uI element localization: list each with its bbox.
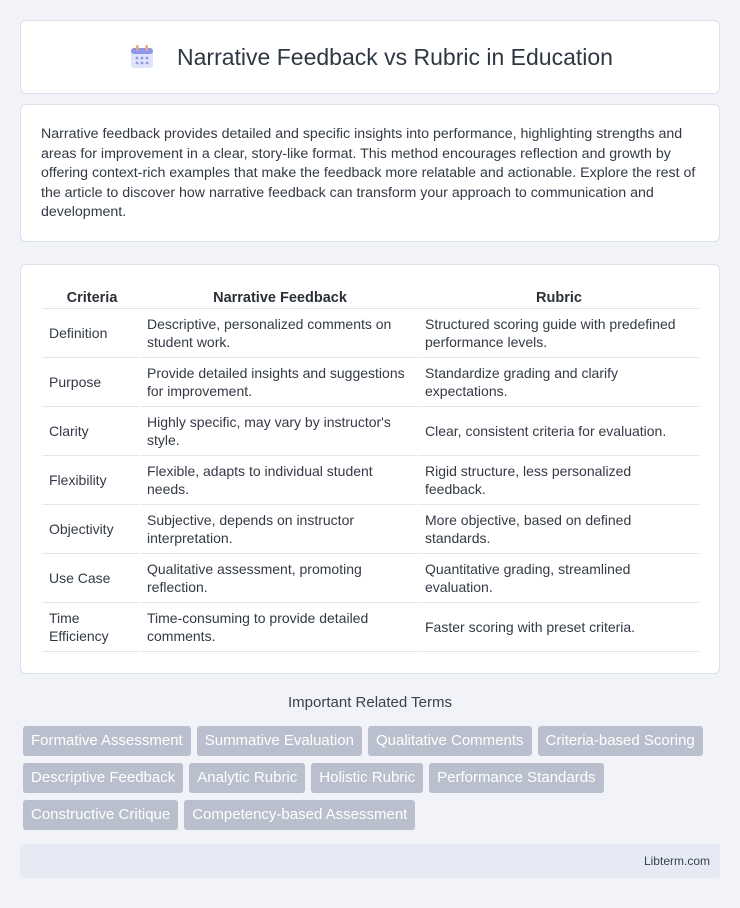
term-tag[interactable]: Formative Assessment (23, 726, 191, 756)
rubric-cell: Clear, consistent criteria for evaluation. (419, 407, 699, 456)
intro-card (20, 104, 720, 242)
table-row (43, 456, 699, 505)
table-row (43, 554, 699, 603)
intro-paragraph: Narrative feedback provides detailed and specific insights into performance, highlighting strengths and areas for improvement in a clear, story-like format. This method encourages reflection and growth by offering context-rich examples that make the feedback more relatable and actionable. Explore the rest of the article to discover how narrative feedback can transform your approach to communication and development. (41, 126, 696, 221)
criteria-cell: Flexibility (43, 456, 141, 505)
narrative-cell: Qualitative assessment, promoting reflection. (141, 554, 419, 603)
footer-brand-link[interactable]: Libterm.com (643, 854, 710, 868)
term-tag[interactable]: Criteria-based Scoring (538, 726, 703, 756)
table-row (43, 603, 699, 652)
narrative-cell: Descriptive, personalized comments on student work. (141, 309, 419, 358)
term-tag[interactable]: Summative Evaluation (197, 726, 362, 756)
table-header-row (43, 285, 699, 309)
rubric-cell: More objective, based on defined standards. (419, 505, 699, 554)
term-tag[interactable]: Qualitative Comments (368, 726, 532, 756)
rubric-cell: Quantitative grading, streamlined evaluation. (419, 554, 699, 603)
criteria-cell: Use Case (43, 554, 141, 603)
page-title: Narrative Feedback vs Rubric in Education (177, 43, 613, 70)
table-row (43, 505, 699, 554)
narrative-cell: Provide detailed insights and suggestions for improvement. (141, 358, 419, 407)
narrative-cell: Flexible, adapts to individual student needs. (141, 456, 419, 505)
comparison-card (20, 264, 720, 674)
related-terms-list (23, 726, 723, 830)
term-tag[interactable]: Constructive Critique (23, 800, 178, 830)
term-tag[interactable]: Descriptive Feedback (23, 763, 183, 793)
comparison-table (43, 285, 699, 652)
criteria-cell: Objectivity (43, 505, 141, 554)
related-terms-heading: Important Related Terms (288, 694, 452, 711)
narrative-cell: Highly specific, may vary by instructor's style. (141, 407, 419, 456)
table-row (43, 309, 699, 358)
title-card (20, 20, 720, 94)
table-row (43, 358, 699, 407)
header-narrative: Narrative Feedback (141, 285, 419, 309)
rubric-cell: Faster scoring with preset criteria. (419, 603, 699, 652)
narrative-cell: Subjective, depends on instructor interpretation. (141, 505, 419, 554)
term-tag[interactable]: Performance Standards (429, 763, 603, 793)
narrative-cell: Time-consuming to provide detailed comments. (141, 603, 419, 652)
rubric-cell: Structured scoring guide with predefined performance levels. (419, 309, 699, 358)
term-tag[interactable]: Holistic Rubric (311, 763, 423, 793)
criteria-cell: Clarity (43, 407, 141, 456)
rubric-cell: Standardize grading and clarify expectations. (419, 358, 699, 407)
term-tag[interactable]: Analytic Rubric (189, 763, 305, 793)
criteria-cell: Time Efficiency (43, 603, 141, 652)
criteria-cell: Definition (43, 309, 141, 358)
header-rubric: Rubric (419, 285, 699, 309)
criteria-cell: Purpose (43, 358, 141, 407)
footer (20, 844, 720, 878)
calendar-grid-icon (127, 42, 157, 72)
table-row (43, 407, 699, 456)
header-criteria: Criteria (43, 285, 141, 309)
rubric-cell: Rigid structure, less personalized feedback. (419, 456, 699, 505)
title-wrap (127, 42, 613, 72)
term-tag[interactable]: Competency-based Assessment (184, 800, 415, 830)
